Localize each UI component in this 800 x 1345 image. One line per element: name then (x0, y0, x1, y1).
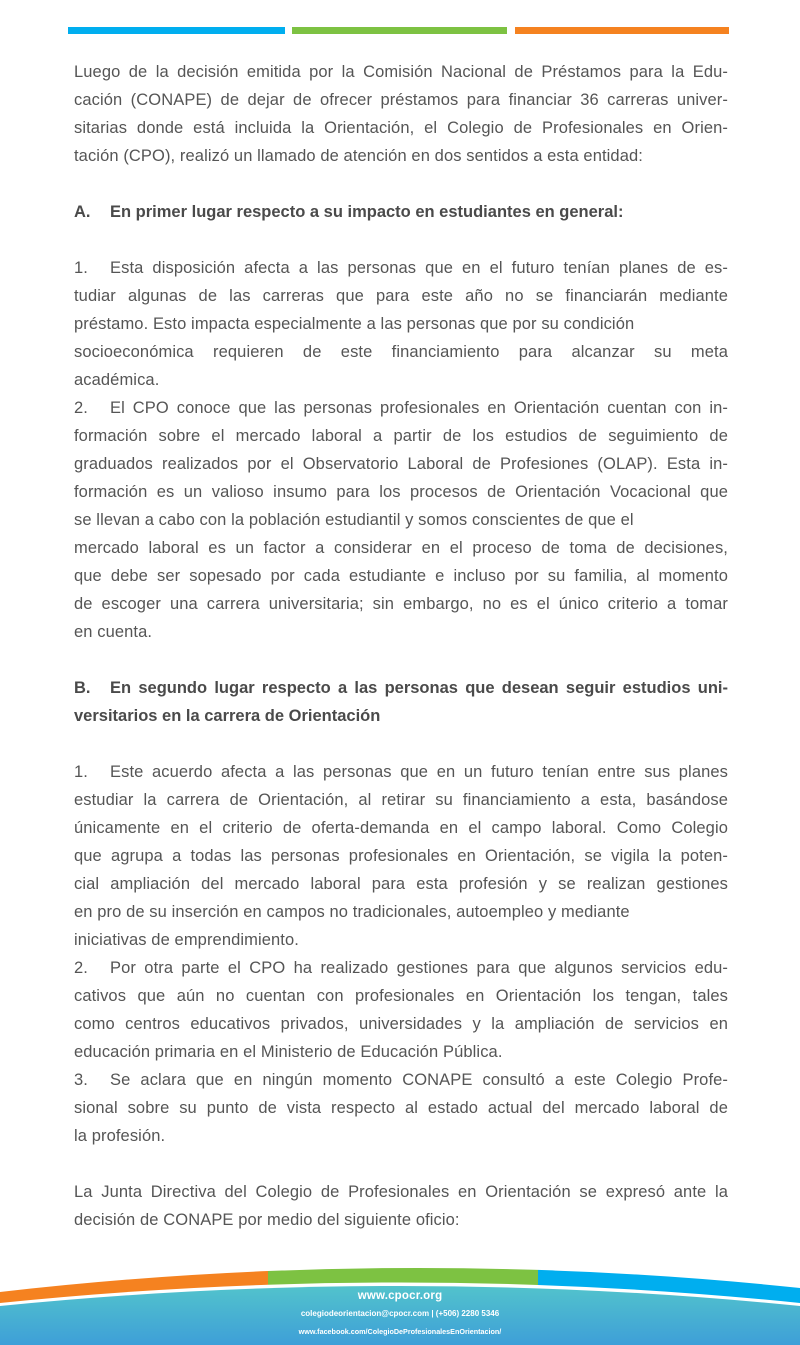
section-marker: A. (74, 203, 91, 221)
text-line: académica. (74, 371, 160, 389)
section-title-line: versitarios en la carrera de Orientación (74, 707, 381, 725)
text-line: educación primaria en el Ministerio de Educación Pública. (74, 1043, 503, 1061)
section-b-item-3 (74, 1066, 728, 1150)
text-line: cación (CONAPE) de dejar de ofrecer préstamos para financiar 36 carreras univer- (74, 91, 728, 109)
top-bar-green (292, 27, 507, 34)
text-line: que debe ser sopesado por cada estudiante e incluso por su familia, al momento (74, 567, 728, 585)
list-item-first-line (74, 954, 728, 982)
list-marker: 1. (74, 763, 88, 781)
footer (0, 1250, 800, 1345)
section-b-heading (74, 674, 728, 730)
text-line: tudiar algunas de las carreras que para este año no se financiarán mediante (74, 287, 728, 305)
section-title: En primer lugar respecto a su impacto en estudiantes en general: (110, 203, 624, 221)
text: El CPO conoce que las personas profesionales en Orientación cuentan con in- (110, 399, 728, 417)
section-title-line (74, 674, 728, 702)
text: Esta disposición afecta a las personas que en el futuro tenían planes de es- (110, 259, 728, 277)
section-title: En segundo lugar respecto a las personas que desean seguir estudios uni- (110, 679, 728, 697)
section-a-item-2 (74, 394, 728, 646)
text-line: la profesión. (74, 1127, 166, 1145)
text-line: tación (CPO), realizó un llamado de atención en dos sentidos a esta entidad: (74, 147, 643, 165)
text-line: mercado laboral es un factor a considerar en el proceso de toma de decisiones, (74, 539, 728, 557)
list-marker: 2. (74, 959, 88, 977)
list-marker: 1. (74, 259, 88, 277)
list-item-first-line (74, 1066, 728, 1094)
list-marker: 3. (74, 1071, 88, 1089)
text-line: iniciativas de emprendimiento. (74, 931, 299, 949)
text-line: decisión de CONAPE por medio del siguiente oficio: (74, 1211, 460, 1229)
text: Por otra parte el CPO ha realizado gestiones para que algunos servicios edu- (110, 959, 728, 977)
section-b-item-2 (74, 954, 728, 1066)
footer-website-link[interactable]: www.cpocr.org (357, 1290, 443, 1302)
text-line: sional sobre su punto de vista respecto al estado actual del mercado laboral de (74, 1099, 728, 1117)
text-line: que agrupa a todas las personas profesionales en Orientación, se vigila la poten- (74, 847, 728, 865)
text-line: formación es un valioso insumo para los procesos de Orientación Vocacional que (74, 483, 728, 501)
section-marker: B. (74, 679, 91, 697)
text: Se aclara que en ningún momento CONAPE consultó a este Colegio Profe- (110, 1071, 728, 1089)
list-item-first-line (74, 254, 728, 282)
list-item-first-line (74, 394, 728, 422)
text-line: graduados realizados por el Observatorio Laboral de Profesiones (OLAP). Esta in- (74, 455, 728, 473)
closing-paragraph (74, 1178, 728, 1234)
footer-contact[interactable]: colegiodeorientacion@cpocr.com | (+506) 2280 5346 (300, 1309, 500, 1318)
text-line: Luego de la decisión emitida por la Comisión Nacional de Préstamos para la Edu- (74, 63, 728, 81)
text-line: estudiar la carrera de Orientación, al retirar su financiamiento a esta, basándose (74, 791, 728, 809)
text-line: cativos que aún no cuentan con profesionales en Orientación los tengan, tales (74, 987, 728, 1005)
text-line: de escoger una carrera universitaria; sin embargo, no es el único criterio a tomar (74, 595, 728, 613)
text-line: únicamente en el criterio de oferta-demanda en el campo laboral. Como Colegio (74, 819, 728, 837)
footer-facebook-link[interactable]: www.facebook.com/ColegioDeProfesionalesEnOrientacion/ (298, 1327, 502, 1336)
text-line: en cuenta. (74, 623, 153, 641)
section-b-item-1 (74, 758, 728, 954)
text-line: sitarias donde está incluida la Orientación, el Colegio de Profesionales en Orien- (74, 119, 728, 137)
text-line: en pro de su inserción en campos no tradicionales, autoempleo y mediante (74, 903, 630, 921)
section-a-heading (74, 198, 728, 226)
top-bar-orange (515, 27, 729, 34)
list-item-first-line (74, 758, 728, 786)
text: Este acuerdo afecta a las personas que en un futuro tenían entre sus planes (110, 763, 728, 781)
text-line: socioeconómica requieren de este financiamiento para alcanzar su meta (74, 343, 728, 361)
intro-paragraph (74, 58, 728, 170)
text-line: se llevan a cabo con la población estudiantil y somos conscientes de que el (74, 511, 634, 529)
list-marker: 2. (74, 399, 88, 417)
section-a-item-1 (74, 254, 728, 394)
text-line: formación sobre el mercado laboral a partir de los estudios de seguimiento de (74, 427, 728, 445)
text-line: como centros educativos privados, universidades y la ampliación de servicios en (74, 1015, 728, 1033)
text-line: La Junta Directiva del Colegio de Profesionales en Orientación se expresó ante la (74, 1183, 728, 1201)
article-body (74, 58, 728, 1234)
top-bar-blue (68, 27, 285, 34)
text-line: cial ampliación del mercado laboral para esta profesión y se realizan gestiones (74, 875, 728, 893)
text-line: préstamo. Esto impacta especialmente a las personas que por su condición (74, 315, 635, 333)
